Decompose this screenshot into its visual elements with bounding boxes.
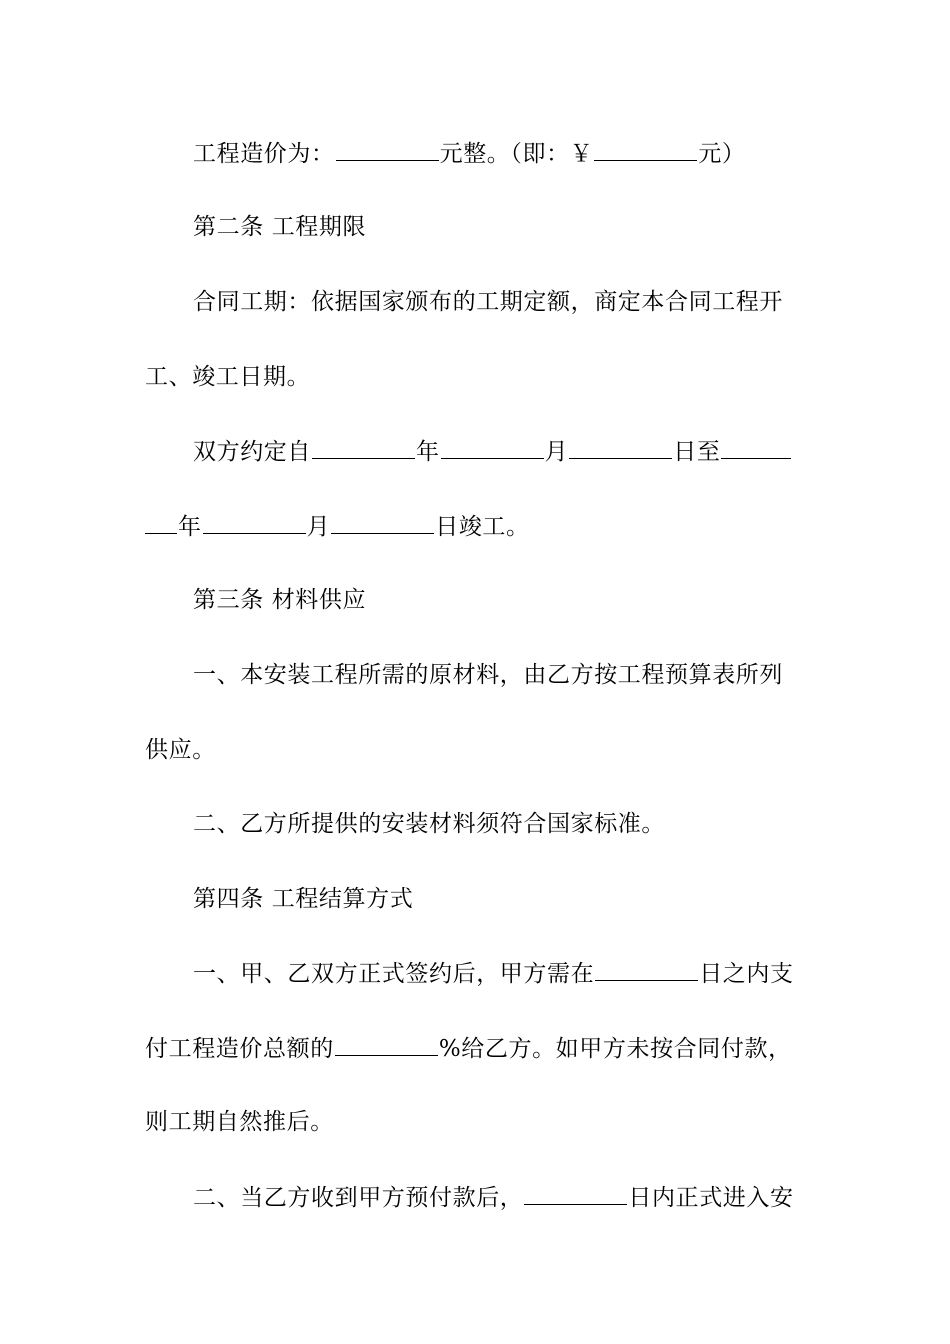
text-segment: 日竣工。 — [435, 514, 530, 540]
fill-in-blank — [441, 436, 544, 459]
fill-in-blank — [203, 511, 306, 534]
start-date-line — [193, 436, 858, 467]
text-segment: 年 — [416, 439, 440, 465]
fill-in-blank — [331, 511, 434, 534]
text-segment: 日内正式进入安 — [628, 1185, 794, 1211]
paragraph-line: 则工期自然推后。 — [145, 1109, 334, 1135]
text-segment: 年 — [178, 514, 202, 540]
end-date-line — [145, 511, 810, 542]
fill-in-blank — [595, 958, 698, 981]
fill-in-blank — [312, 436, 415, 459]
text-segment: 日至 — [673, 439, 721, 465]
fill-in-blank — [569, 436, 672, 459]
fill-in-blank — [524, 1182, 627, 1205]
text-segment: 双方约定自 — [193, 439, 311, 465]
text-segment: 工程造价为： — [193, 141, 335, 167]
text-segment: %给乙方。如甲方未按合同付款， — [438, 1036, 792, 1062]
text-segment: 月 — [544, 439, 569, 465]
payment-percent-line — [145, 1033, 810, 1064]
payment-days-line — [193, 958, 858, 989]
fill-in-blank — [335, 1033, 438, 1056]
paragraph-line: 工、竣工日期。 — [145, 364, 311, 390]
text-segment: 元整。（即：￥ — [439, 141, 594, 167]
text-segment: 付工程造价总额的 — [145, 1036, 334, 1062]
text-segment: 月 — [306, 514, 331, 540]
paragraph-line: 二、乙方所提供的安装材料须符合国家标准。 — [193, 811, 665, 837]
text-segment: 日之内支 — [699, 961, 794, 987]
prepayment-line — [193, 1182, 858, 1213]
fill-in-blank — [594, 138, 697, 161]
text-segment: 二、当乙方收到甲方预付款后， — [193, 1185, 524, 1211]
article-4-heading: 第四条 工程结算方式 — [193, 886, 414, 912]
paragraph-line: 一、本安装工程所需的原材料，由乙方按工程预算表所列 — [193, 662, 783, 688]
paragraph-line: 合同工期：依据国家颁布的工期定额，商定本合同工程开 — [193, 289, 783, 315]
text-segment: 元） — [698, 141, 746, 167]
article-2-heading: 第二条 工程期限 — [193, 214, 367, 240]
article-3-heading: 第三条 材料供应 — [193, 587, 367, 613]
paragraph-line: 供应。 — [145, 737, 216, 763]
fill-in-blank — [336, 138, 439, 161]
fill-in-blank — [145, 511, 177, 534]
fill-in-blank — [721, 436, 791, 459]
contract-price-line — [193, 138, 858, 169]
text-segment: 一、甲、乙双方正式签约后，甲方需在 — [193, 961, 595, 987]
